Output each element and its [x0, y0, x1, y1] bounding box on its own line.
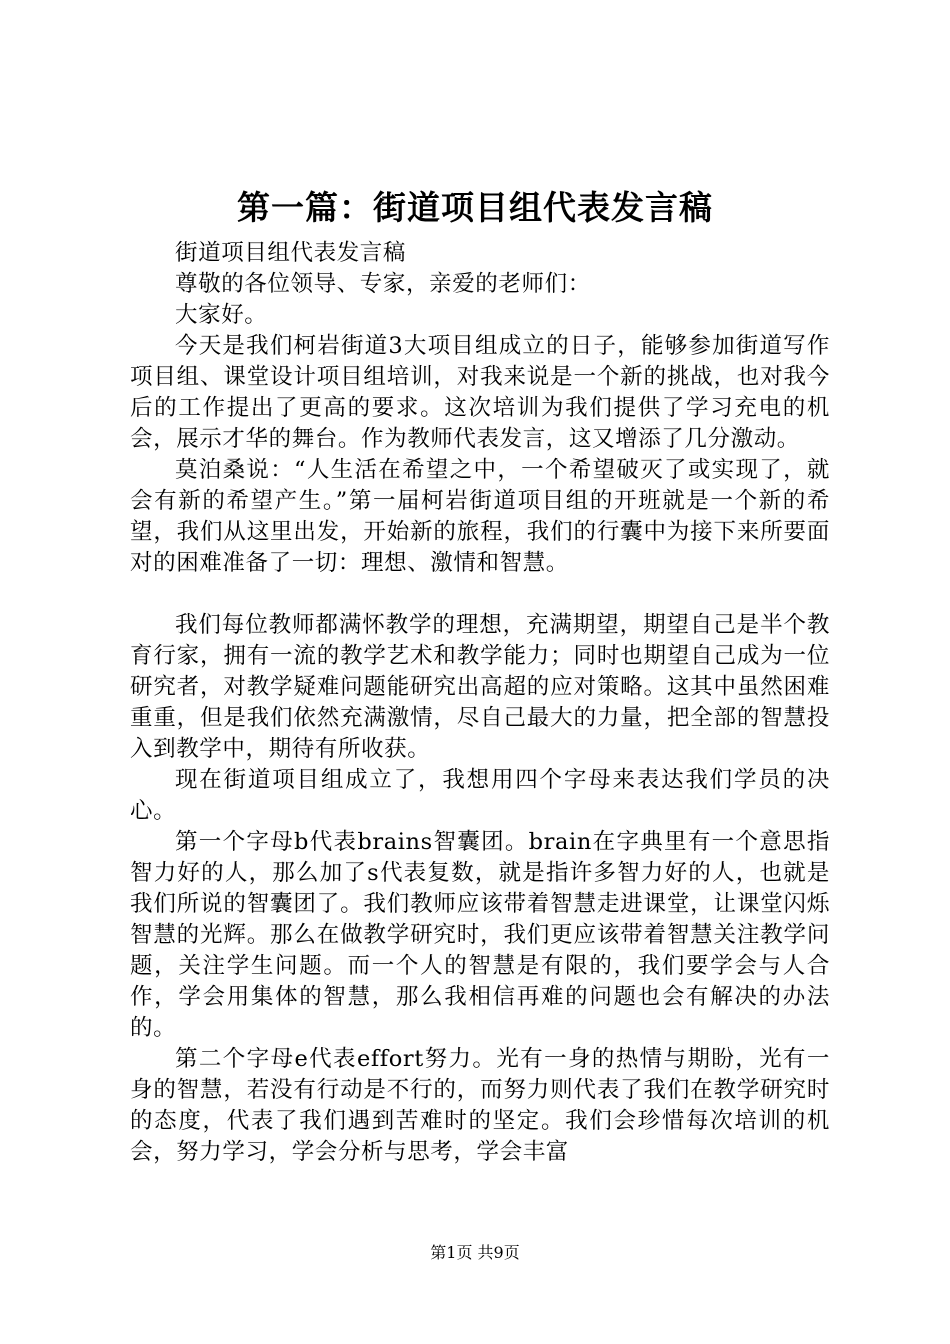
paragraph-letter-b: 第一个字母b代表brains智囊团。brain在字典里有一个意思指智力好的人，那么加了s代表复数，就是指许多智力好的人，也就是我们所说的智囊团了。我们教师应该带着智慧走进课堂，让课堂闪烁智慧的光辉。那么在做教学研究时，我们更应该带着智慧关注教学问题，关注学生问题。而一个人的智慧是有限的，我们要学会与人合作，学会用集体的智慧，那么我相信再难的问题也会有解决的办法的。	[130, 829, 830, 1041]
document-title: 第一篇：街道项目组代表发言稿	[237, 188, 713, 227]
paragraph-salutation: 尊敬的各位领导、专家，亲爱的老师们：	[175, 271, 591, 297]
page-footer: 第1页 共9页	[430, 1243, 520, 1262]
document-body	[130, 238, 830, 1168]
paragraph-letter-e: 第二个字母e代表effort努力。光有一身的热情与期盼，光有一身的智慧，若没有行动是不行的，而努力则代表了我们在教学研究时的态度，代表了我们遇到苦难时的坚定。我们会珍惜每次培训的机会，努力学习，学会分析与思考，学会丰富	[130, 1046, 830, 1165]
paragraph-greeting: 大家好。	[175, 302, 268, 328]
paragraph-heading: 街道项目组代表发言稿	[175, 240, 407, 266]
paragraph-quote: 莫泊桑说：“人生活在希望之中，一个希望破灭了或实现了，就会有新的希望产生。”第一届柯岩街道项目组的开班就是一个新的希望，我们从这里出发，开始新的旅程，我们的行囊中为接下来所要面对的困难准备了一切：理想、激情和智慧。	[130, 457, 830, 576]
paragraph-ideals: 我们每位教师都满怀教学的理想，充满期望，期望自己是半个教育行家，拥有一流的教学艺术和教学能力；同时也期望自己成为一位研究者，对教学疑难问题能研究出高超的应对策略。这其中虽然困难重重，但是我们依然充满激情，尽自己最大的力量，把全部的智慧投入到教学中，期待有所收获。	[130, 612, 830, 762]
paragraph-four-letters: 现在街道项目组成立了，我想用四个字母来表达我们学员的决心。	[130, 767, 830, 824]
paragraph-introduction: 今天是我们柯岩街道3大项目组成立的日子，能够参加街道写作项目组、课堂设计项目组培训，对我来说是一个新的挑战，也对我今后的工作提出了更高的要求。这次培训为我们提供了学习充电的机会，展示才华的舞台。作为教师代表发言，这又增添了几分激动。	[130, 333, 830, 452]
